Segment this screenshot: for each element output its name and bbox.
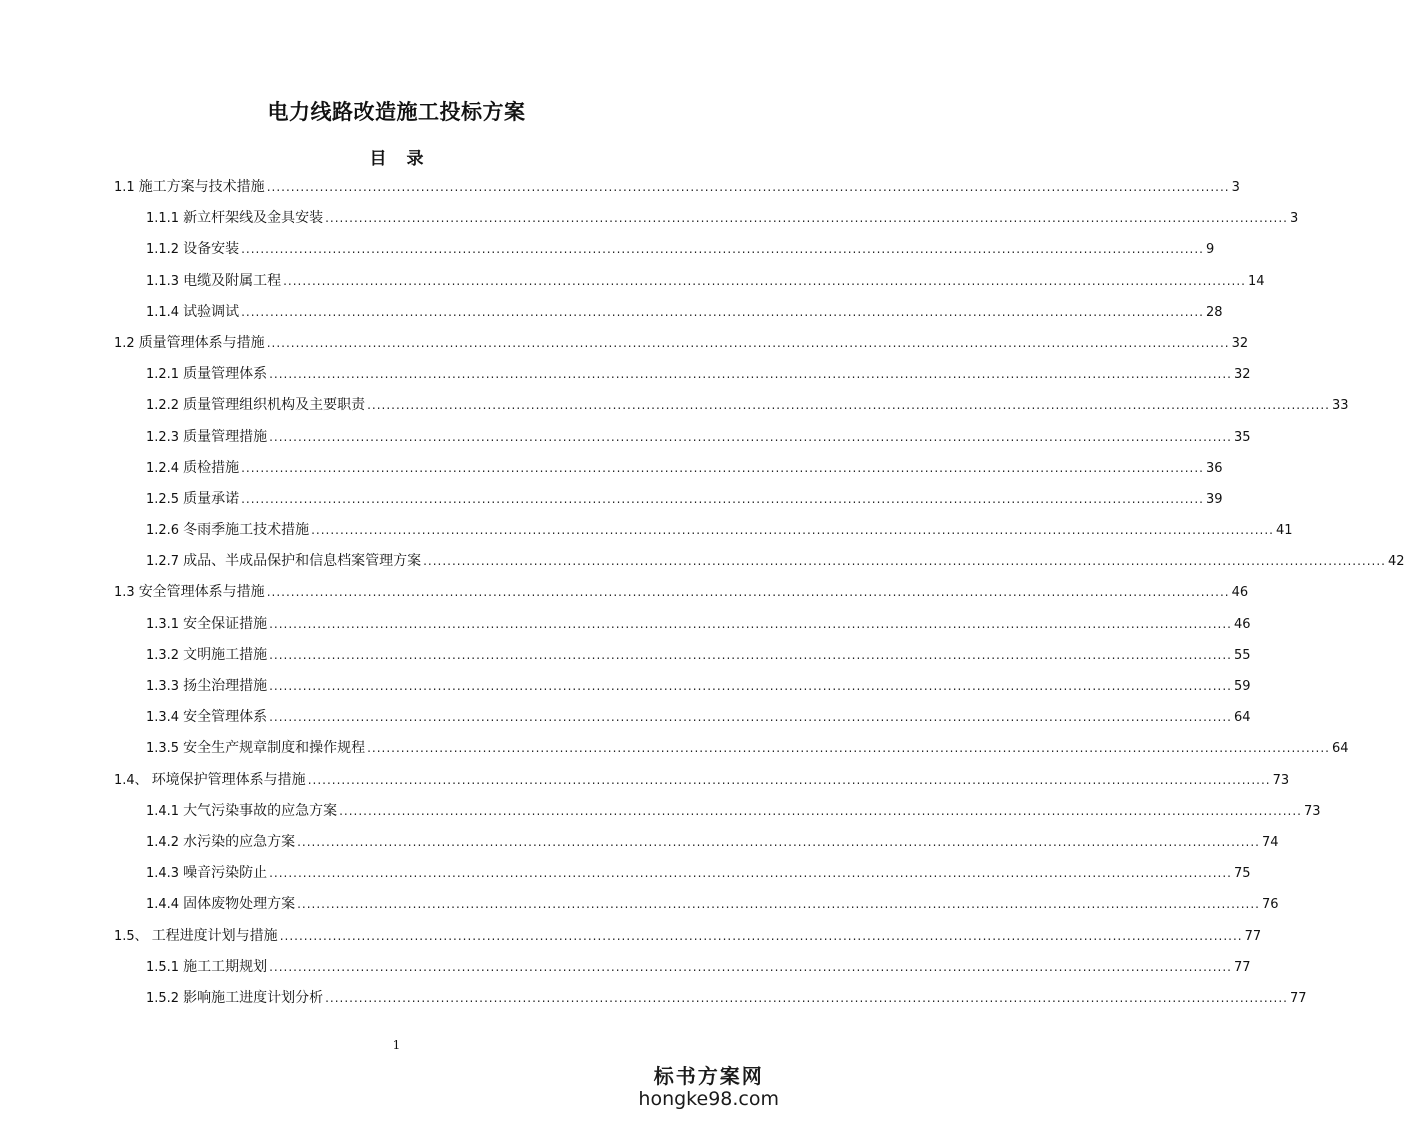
toc-entry-title: 安全管理体系与措施 [138, 584, 265, 601]
toc-entry-number: 1.3.5 [146, 741, 180, 757]
watermark-url-text: hongke98.com [638, 1088, 779, 1110]
toc-entry-number: 1.2.5 [146, 491, 180, 507]
toc-entry[interactable] [114, 453, 1223, 484]
toc-dot-leader: ........................................................................................................................................................................................................ [325, 990, 1288, 1005]
toc-entry-number: 1.2.3 [146, 429, 180, 445]
toc-entry[interactable] [114, 422, 1251, 453]
toc-entry[interactable] [114, 390, 1349, 421]
toc-dot-leader: ........................................................................................................................................................................................................ [269, 616, 1232, 631]
toc-entry-number: 1.2 [114, 335, 135, 351]
toc-entry-number: 1.2.4 [146, 460, 180, 476]
toc-entry-page: 32 [1231, 335, 1249, 351]
toc-entry-title: 工程进度计划与措施 [151, 927, 278, 944]
toc-entry-page: 74 [1261, 834, 1279, 850]
toc-entry[interactable] [114, 297, 1223, 328]
toc-dot-leader: ........................................................................................................................................................................................................ [269, 429, 1232, 444]
toc-entry-title: 安全保证措施 [183, 615, 268, 632]
toc-entry-number: 1.2.2 [146, 398, 180, 414]
toc-entry[interactable] [114, 827, 1279, 858]
toc-entry-number: 1.2.7 [146, 554, 180, 570]
toc-entry[interactable] [114, 328, 1249, 359]
toc-entry-title: 安全管理体系 [183, 709, 268, 726]
toc-entry-title: 质量管理体系与措施 [138, 334, 265, 351]
toc-entry-number: 1.2.1 [146, 367, 180, 383]
toc-entry-title: 试验调试 [183, 303, 240, 320]
toc-entry-title: 水污染的应急方案 [183, 833, 296, 850]
toc-entry-page: 32 [1233, 367, 1251, 383]
toc-entry-title: 电缆及附属工程 [183, 272, 282, 289]
toc-entry-number: 1.1.2 [146, 242, 180, 258]
toc-entry[interactable] [114, 671, 1251, 702]
toc-dot-leader: ........................................................................................................................................................................................................ [423, 554, 1386, 569]
toc-entry-title: 固体废物处理方案 [183, 896, 296, 913]
toc-dot-leader: ........................................................................................................................................................................................................ [269, 647, 1232, 662]
toc-entry[interactable] [114, 546, 1405, 577]
toc-entry-page: 3 [1289, 211, 1299, 227]
toc-entry-title: 施工工期规划 [183, 958, 268, 975]
toc-dot-leader: ........................................................................................................................................................................................................ [325, 211, 1288, 226]
toc-dot-leader: ........................................................................................................................................................................................................ [266, 585, 1230, 600]
toc-entry-page: 75 [1233, 866, 1251, 882]
toc-dot-leader: ........................................................................................................................................................................................................ [269, 710, 1232, 725]
toc-dot-leader: ........................................................................................................................................................................................................ [339, 803, 1302, 818]
toc-entry-title: 质量管理体系 [183, 366, 268, 383]
toc-entry-page: 33 [1331, 398, 1349, 414]
toc-dot-leader: ........................................................................................................................................................................................................ [269, 866, 1232, 881]
toc-dot-leader: ........................................................................................................................................................................................................ [266, 180, 1230, 194]
toc-entry[interactable] [114, 515, 1293, 546]
toc-dot-leader: ........................................................................................................................................................................................................ [266, 335, 1230, 350]
toc-entry-number: 1.5.2 [146, 990, 180, 1006]
toc-entry-page: 64 [1331, 741, 1349, 757]
toc-entry[interactable] [114, 172, 1240, 203]
toc-dot-leader: ........................................................................................................................................................................................................ [241, 460, 1204, 475]
toc-entry-title: 新立杆架线及金具安装 [183, 210, 324, 227]
toc-dot-leader: ........................................................................................................................................................................................................ [311, 523, 1274, 538]
toc-dot-leader: ........................................................................................................................................................................................................ [269, 679, 1232, 693]
toc-entry-number: 1.1.1 [146, 211, 180, 227]
toc-entry-page: 76 [1261, 897, 1279, 913]
toc-entry-title: 质量管理措施 [183, 428, 268, 445]
toc-entry-title: 文明施工措施 [183, 646, 268, 663]
toc-dot-leader: ........................................................................................................................................................................................................ [283, 273, 1246, 288]
toc-dot-leader: ........................................................................................................................................................................................................ [297, 897, 1260, 912]
toc-entry-title: 安全生产规章制度和操作规程 [183, 740, 366, 757]
toc-entry-title: 大气污染事故的应急方案 [183, 802, 338, 819]
toc-entry[interactable] [114, 889, 1279, 920]
watermark-cn-text: 标书方案网 [653, 1064, 764, 1088]
toc-entry-page: 77 [1289, 990, 1307, 1006]
watermark-logo [638, 1064, 779, 1110]
toc-entry-number: 1.3.2 [146, 647, 180, 663]
toc-entry[interactable] [114, 484, 1223, 515]
toc-entry[interactable] [114, 266, 1265, 297]
toc-entry[interactable] [114, 702, 1251, 733]
toc-entry-page: 36 [1205, 460, 1223, 476]
toc-entry-page: 46 [1231, 585, 1249, 601]
document-title: 电力线路改造施工投标方案 [267, 99, 526, 124]
toc-entry-page: 41 [1275, 523, 1293, 539]
toc-dot-leader: ........................................................................................................................................................................................................ [297, 834, 1260, 849]
toc-entry-page: 77 [1244, 928, 1262, 944]
toc-dot-leader: ........................................................................................................................................................................................................ [279, 928, 1243, 943]
toc-entry-number: 1.4.2 [146, 834, 180, 850]
toc-entry-number: 1.5、 [114, 928, 148, 944]
toc-dot-leader: ........................................................................................................................................................................................................ [307, 772, 1271, 787]
toc-dot-leader: ........................................................................................................................................................................................................ [241, 304, 1204, 319]
toc-dot-leader: ........................................................................................................................................................................................................ [367, 398, 1330, 413]
toc-entry-title: 质量管理组织机构及主要职责 [183, 397, 366, 414]
toc-dot-leader: ........................................................................................................................................................................................................ [269, 959, 1232, 974]
toc-entry-number: 1.1.3 [146, 273, 180, 289]
toc-entry-number: 1.4.3 [146, 866, 180, 882]
toc-entry[interactable] [114, 733, 1349, 764]
toc-entry-title: 质量承诺 [183, 490, 240, 507]
toc-entry[interactable] [114, 921, 1262, 952]
toc-entry-page: 77 [1233, 959, 1251, 975]
toc-entry[interactable] [114, 203, 1299, 234]
toc-entry-number: 1.3.3 [146, 679, 180, 694]
toc-entry[interactable] [114, 765, 1290, 796]
toc-entry-page: 9 [1205, 242, 1215, 258]
page-number: 1 [392, 1038, 401, 1052]
toc-entry-page: 3 [1231, 180, 1240, 195]
toc-entry-number: 1.5.1 [146, 959, 180, 975]
toc-entry[interactable] [114, 577, 1249, 608]
toc-entry-number: 1.1.4 [146, 304, 180, 320]
toc-entry[interactable] [114, 983, 1307, 1014]
toc-entry-title: 质检措施 [183, 459, 240, 476]
toc-heading: 目 录 [369, 149, 424, 169]
toc-dot-leader: ........................................................................................................................................................................................................ [241, 491, 1204, 506]
toc-entry-title: 成品、半成品保护和信息档案管理方案 [183, 553, 422, 570]
toc-entry-number: 1.3 [114, 585, 135, 601]
toc-entry-title: 扬尘治理措施 [183, 678, 268, 694]
table-of-contents [114, 172, 1405, 1014]
toc-entry-number: 1.3.4 [146, 710, 180, 726]
toc-entry-page: 59 [1233, 679, 1251, 694]
toc-entry-title: 环境保护管理体系与措施 [151, 771, 306, 788]
toc-entry-page: 46 [1233, 616, 1251, 632]
toc-entry[interactable] [114, 609, 1251, 640]
toc-dot-leader: ........................................................................................................................................................................................................ [367, 741, 1330, 756]
toc-entry-number: 1.2.6 [146, 523, 180, 539]
toc-entry-title: 施工方案与技术措施 [138, 179, 265, 195]
toc-entry-number: 1.3.1 [146, 616, 180, 632]
toc-entry-number: 1.4.1 [146, 803, 180, 819]
toc-entry-page: 28 [1205, 304, 1223, 320]
toc-entry-page: 73 [1303, 803, 1321, 819]
toc-entry-number: 1.1 [114, 180, 135, 195]
toc-entry[interactable] [114, 858, 1251, 889]
toc-entry-number: 1.4.4 [146, 897, 180, 913]
toc-dot-leader: ........................................................................................................................................................................................................ [241, 242, 1204, 257]
toc-entry[interactable] [114, 234, 1215, 265]
toc-entry-title: 冬雨季施工技术措施 [183, 522, 310, 539]
toc-entry-page: 14 [1247, 273, 1265, 289]
toc-entry-page: 42 [1387, 554, 1405, 570]
toc-entry-page: 35 [1233, 429, 1251, 445]
toc-dot-leader: ........................................................................................................................................................................................................ [269, 367, 1232, 382]
toc-entry-title: 噪音污染防止 [183, 865, 268, 882]
toc-entry-page: 39 [1205, 491, 1223, 507]
toc-entry[interactable] [114, 640, 1251, 671]
toc-entry-title: 影响施工进度计划分析 [183, 989, 324, 1006]
toc-entry-page: 73 [1272, 772, 1290, 788]
toc-entry[interactable] [114, 796, 1321, 827]
toc-entry[interactable] [114, 359, 1251, 390]
toc-entry[interactable] [114, 952, 1251, 983]
toc-entry-title: 设备安装 [183, 241, 240, 258]
toc-entry-number: 1.4、 [114, 772, 148, 788]
toc-entry-page: 55 [1233, 647, 1251, 663]
toc-entry-page: 64 [1233, 710, 1251, 726]
